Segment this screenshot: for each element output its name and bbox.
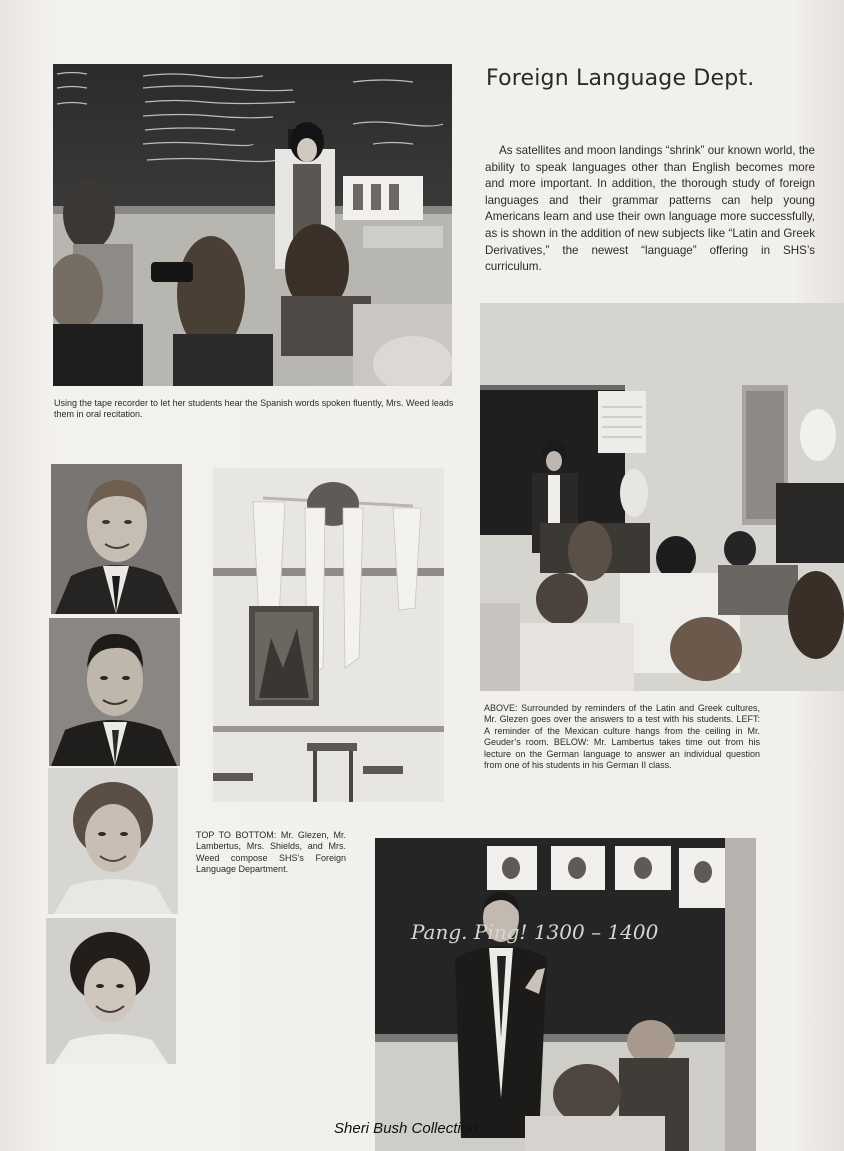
photo-mexican-hanging	[213, 468, 444, 802]
portrait-mr-glezen	[51, 464, 182, 614]
page-title: Foreign Language Dept.	[486, 66, 755, 91]
photo-german-classroom	[375, 838, 756, 1151]
chalkboard-writing: Pang. Ping! 1300 – 1400	[411, 920, 659, 944]
portrait-mrs-shields	[48, 768, 178, 914]
caption-portraits: TOP TO BOTTOM: Mr. Glezen, Mr. Lambertus, Mrs. Shields, and Mrs. Weed compose SHS’s Foreign Language Department.	[196, 830, 346, 875]
caption-spanish-classroom: Using the tape recorder to let her students hear the Spanish words spoken fluently, Mrs. Weed leads them in oral recitation.	[54, 398, 454, 420]
portrait-mrs-weed	[46, 918, 176, 1064]
caption-latin-greek: ABOVE: Surrounded by reminders of the Latin and Greek cultures, Mr. Glezen goes over the answers to a test with his students. LEFT: A reminder of the Mexican culture hangs from the ceiling in Mr. Geuder’s room. BELOW: Mr. Lambertus takes time out from his lecture on the German language to answer an individual question from one of his students in his German II class.	[484, 703, 760, 771]
photo-latin-greek-classroom	[480, 303, 844, 691]
intro-paragraph: As satellites and moon landings “shrink” our known world, the ability to speak languages other than English becomes more and more important. In addition, the thorough study of foreign languages and their grammar patterns can help young Americans learn and use their own language more successfully, as is shown in the addition of new subjects like “Latin and Greek Derivatives,” the newest “language” offering in SHS’s curriculum.	[485, 144, 815, 274]
watermark-collection: Sheri Bush Collection	[334, 1120, 478, 1137]
photo-spanish-classroom	[53, 64, 452, 386]
portrait-mr-lambertus	[49, 618, 180, 766]
